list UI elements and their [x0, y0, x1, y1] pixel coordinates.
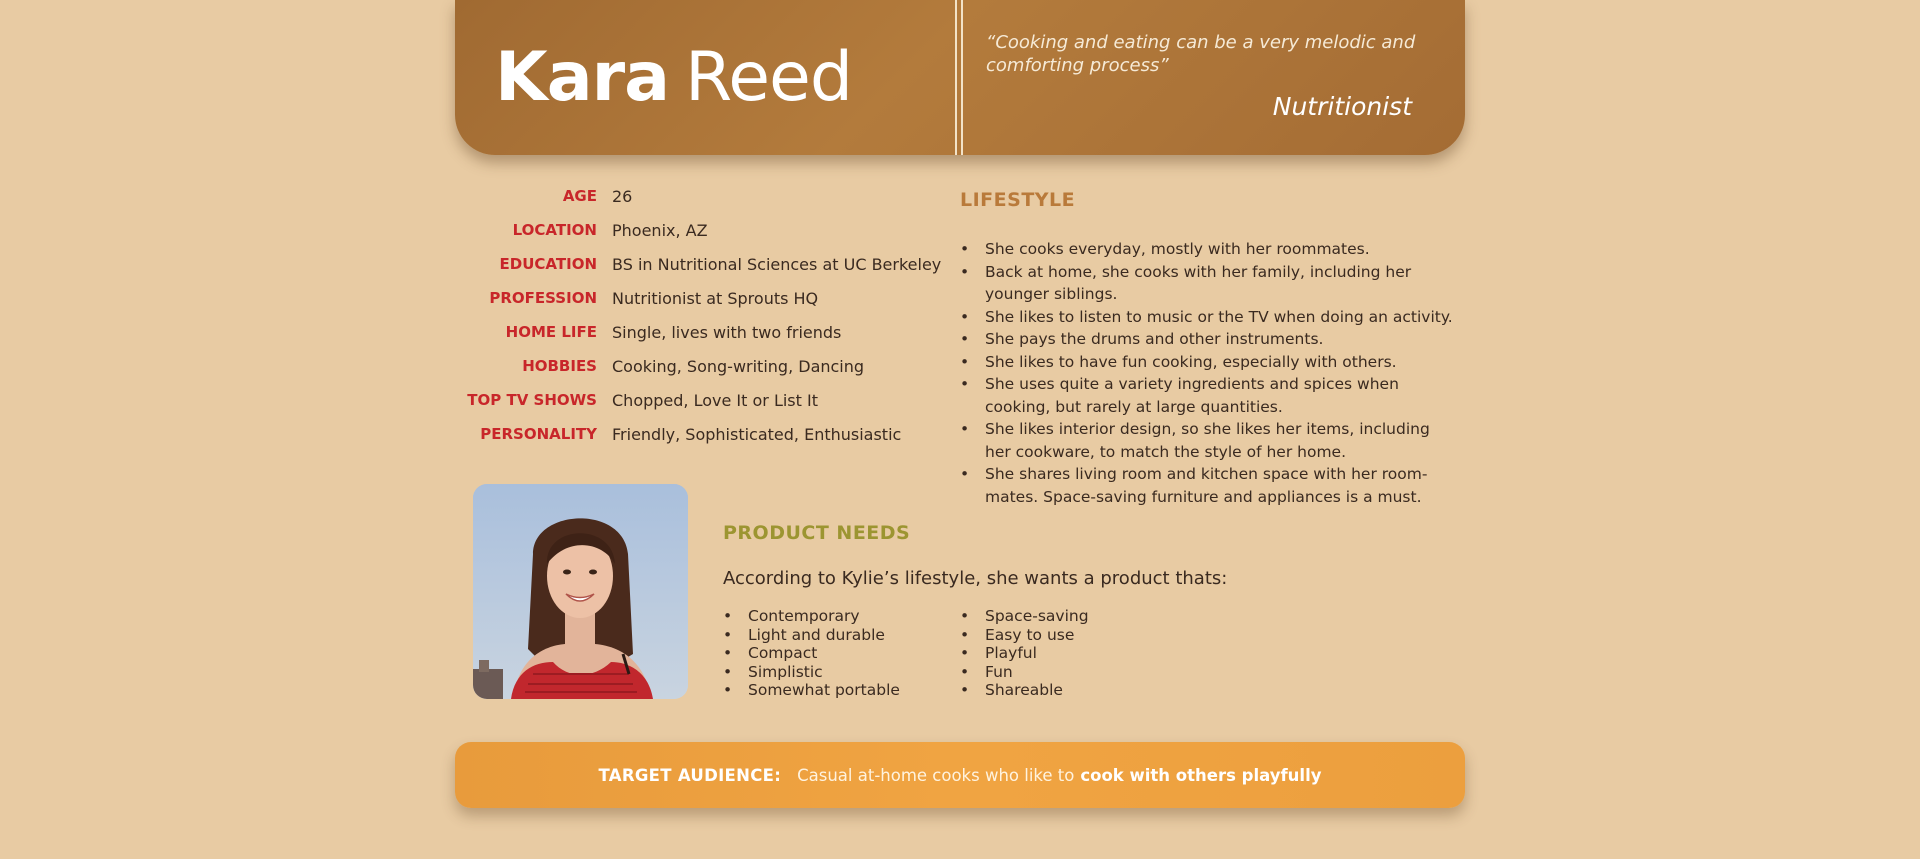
- info-row-hobbies: [455, 357, 935, 391]
- info-label: HOME LIFE: [505, 323, 597, 341]
- bullet: •: [960, 307, 970, 326]
- bullet: •: [960, 375, 970, 393]
- list-item: [960, 351, 1460, 374]
- info-row-profession: [455, 289, 935, 323]
- bullet: •: [960, 607, 970, 625]
- list-item: [723, 663, 900, 682]
- list-item: [960, 607, 1089, 626]
- target-audience-banner: [455, 742, 1465, 808]
- list-item-text: She cooks everyday, mostly with her roommates.: [985, 240, 1370, 258]
- list-item: [960, 306, 1460, 329]
- bullet: •: [723, 644, 733, 662]
- list-item-text: She likes interior design, so she likes her items, including her cookware, to match the style of her home.: [985, 420, 1430, 461]
- list-item-text: She likes to listen to music or the TV when doing an activity.: [985, 307, 1453, 326]
- list-item: [723, 607, 900, 626]
- info-row-location: [455, 221, 935, 255]
- lifestyle-heading: LIFESTYLE: [960, 189, 1076, 211]
- bullet: •: [723, 607, 733, 625]
- bullet: •: [960, 625, 970, 644]
- info-value: 26: [612, 187, 633, 206]
- info-label: TOP TV SHOWS: [467, 391, 597, 409]
- info-value: Cooking, Song-writing, Dancing: [612, 357, 865, 376]
- info-value: Friendly, Sophisticated, Enthusiastic: [612, 425, 902, 444]
- list-item: [960, 663, 1089, 682]
- product-needs-column-1: [723, 607, 900, 700]
- info-label: LOCATION: [512, 221, 597, 239]
- bullet: •: [960, 330, 970, 348]
- bullet: •: [960, 465, 970, 483]
- list-item-text: She pays the drums and other instruments.: [985, 330, 1324, 348]
- list-item-text: Space-saving: [985, 607, 1089, 625]
- list-item: [960, 626, 1089, 645]
- list-item-text: Fun: [985, 662, 1013, 681]
- list-item: [960, 644, 1089, 663]
- last-name: Reed: [685, 38, 853, 117]
- target-audience-emphasis: cook with others playfully: [1080, 765, 1322, 785]
- info-value: Phoenix, AZ: [612, 221, 708, 240]
- list-item: [960, 373, 1460, 418]
- list-item-text: Simplistic: [748, 662, 823, 681]
- info-value: BS in Nutritional Sciences at UC Berkeley: [612, 255, 942, 274]
- list-item: [960, 463, 1460, 508]
- list-item: [723, 644, 900, 663]
- product-needs-heading: PRODUCT NEEDS: [723, 522, 911, 544]
- target-audience-label: TARGET AUDIENCE:: [598, 765, 782, 785]
- info-value: Nutritionist at Sprouts HQ: [612, 289, 819, 308]
- list-item-text: Contemporary: [748, 607, 860, 625]
- list-item-text: Back at home, she cooks with her family, including her younger siblings.: [985, 262, 1412, 303]
- bullet: •: [960, 681, 970, 699]
- product-needs-column-2: [960, 607, 1089, 700]
- list-item: [960, 261, 1460, 306]
- header-divider: [955, 0, 957, 155]
- list-item-text: Playful: [985, 644, 1037, 662]
- info-label: HOBBIES: [522, 357, 597, 375]
- list-item-text: She uses quite a variety ingredients and spices when cooking, but rarely at large quantities.: [985, 375, 1399, 416]
- list-item-text: Compact: [748, 644, 818, 662]
- bullet: •: [723, 681, 733, 699]
- persona-name: [495, 38, 853, 117]
- info-row-personality: [455, 425, 935, 459]
- info-value: Single, lives with two friends: [612, 323, 842, 342]
- bullet: •: [723, 625, 733, 644]
- info-row-top-tv-shows: [455, 391, 935, 425]
- header-banner: [455, 0, 1465, 155]
- lifestyle-list: [960, 238, 1460, 508]
- info-row-education: [455, 255, 942, 289]
- product-needs-intro: According to Kylie’s lifestyle, she wants a product thats:: [723, 568, 1228, 589]
- persona-quote: “Cooking and eating can be a very melodic and comforting process”: [986, 32, 1416, 76]
- list-item-text: Shareable: [985, 681, 1063, 699]
- info-label: PERSONALITY: [480, 425, 597, 443]
- portrait-illustration: [473, 484, 688, 699]
- bullet: •: [960, 420, 970, 438]
- persona-photo: [473, 484, 688, 699]
- list-item: [723, 681, 900, 700]
- list-item: [960, 328, 1460, 351]
- list-item-text: She likes to have fun cooking, especially with others.: [985, 352, 1397, 371]
- list-item: [960, 238, 1460, 261]
- bullet: •: [960, 240, 970, 258]
- header-divider-second: [961, 0, 963, 155]
- bullet: •: [960, 644, 970, 662]
- info-label: AGE: [562, 187, 597, 205]
- info-row-home-life: [455, 323, 935, 357]
- list-item-text: Easy to use: [985, 625, 1075, 644]
- list-item-text: She shares living room and kitchen space with her room-mates. Space-saving furniture and appliances is a must.: [985, 465, 1428, 506]
- list-item-text: Somewhat portable: [748, 681, 900, 699]
- bullet: •: [960, 262, 970, 281]
- bullet: •: [960, 662, 970, 681]
- list-item: [960, 681, 1089, 700]
- target-audience-text: Casual at-home cooks who like to: [797, 765, 1075, 785]
- info-table: [455, 187, 942, 459]
- list-item: [960, 418, 1460, 463]
- bullet: •: [960, 352, 970, 371]
- bullet: •: [723, 662, 733, 681]
- persona-role: Nutritionist: [1272, 92, 1412, 121]
- info-label: PROFESSION: [489, 289, 597, 307]
- first-name: Kara: [495, 38, 670, 117]
- info-value: Chopped, Love It or List It: [612, 391, 818, 410]
- info-label: EDUCATION: [499, 255, 597, 273]
- list-item-text: Light and durable: [748, 625, 885, 644]
- list-item: [723, 626, 900, 645]
- info-row-age: [455, 187, 935, 221]
